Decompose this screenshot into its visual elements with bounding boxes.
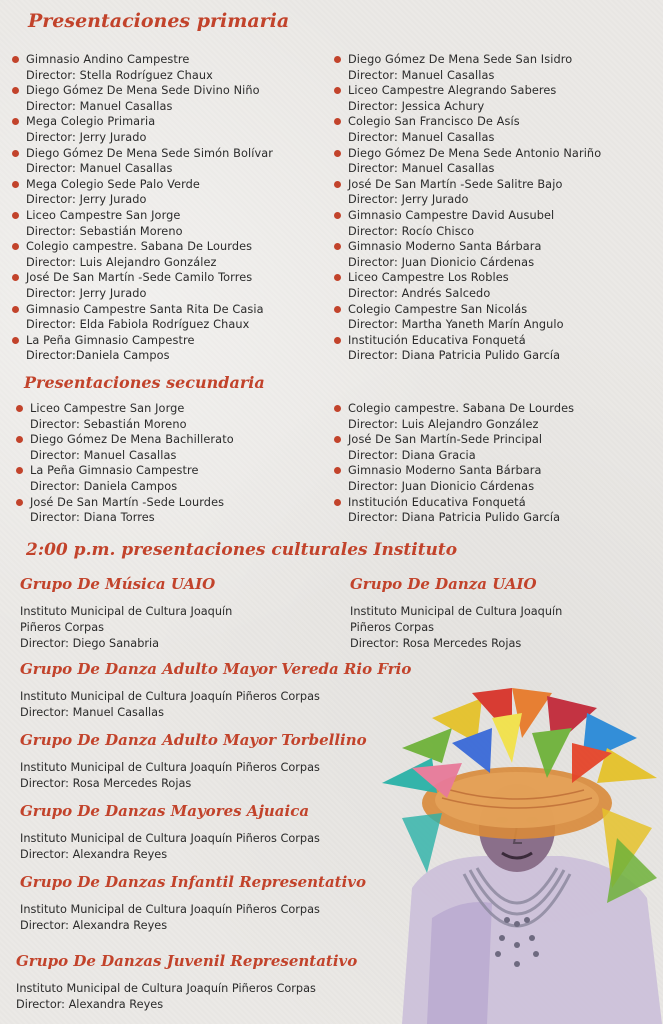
director-name: Director: Sebastián Moreno — [30, 417, 187, 431]
secundaria-right-list — [334, 401, 574, 526]
bullet-icon — [12, 87, 19, 94]
school-name: Liceo Campestre Alegrando Saberes — [348, 84, 557, 98]
bullet-icon — [12, 56, 19, 63]
bullet-icon — [12, 181, 19, 188]
director-name: Director: Diana Patricia Pulido García — [348, 349, 561, 363]
group-line: Director: Alexandra Reyes — [16, 998, 164, 1011]
bullet-icon — [334, 150, 341, 157]
list-item — [12, 302, 273, 333]
list-item — [12, 114, 273, 145]
secundaria-left-list — [16, 401, 234, 526]
school-name: Gimnasio Campestre David Ausubel — [348, 208, 555, 222]
director-name: Director: Diana Gracia — [348, 448, 476, 462]
school-name: Diego Gómez De Mena Sede San Isidro — [348, 53, 573, 66]
school-name: Colegio San Francisco De Asís — [348, 115, 520, 129]
bullet-icon — [334, 337, 341, 344]
bullet-icon — [334, 118, 341, 125]
school-name: Liceo Campestre San Jorge — [30, 402, 185, 415]
director-name: Director: Jerry Jurado — [348, 193, 469, 207]
list-item — [12, 177, 273, 208]
bullet-icon — [12, 306, 19, 313]
bullet-icon — [12, 118, 19, 125]
list-item — [16, 495, 234, 526]
list-item — [334, 302, 601, 333]
school-name: Diego Gómez De Mena Bachillerato — [30, 433, 234, 447]
director-name: Director: Daniela Campos — [30, 479, 178, 493]
bullet-icon — [12, 243, 19, 250]
director-name: Director: Luis Alejandro González — [26, 255, 217, 269]
group-line: Director: Diego Sanabria — [20, 637, 160, 650]
school-name: Gimnasio Moderno Santa Bárbara — [348, 240, 542, 254]
school-name: Diego Gómez De Mena Sede Divino Niño — [26, 84, 260, 98]
list-item — [334, 114, 601, 145]
bullet-icon — [334, 181, 341, 188]
director-name: Director: Jessica Achury — [348, 99, 485, 113]
director-name: Director: Jerry Jurado — [26, 130, 147, 144]
school-name: Institución Educativa Fonquetá — [348, 333, 526, 347]
bullet-icon — [12, 212, 19, 219]
director-name: Director: Andrés Salcedo — [348, 286, 491, 300]
list-item — [334, 208, 601, 239]
primaria-right-list — [334, 52, 601, 364]
group-line: Instituto Municipal de Cultura Joaquín — [350, 605, 563, 618]
primaria-heading: Presentaciones primaria — [28, 10, 290, 32]
school-name: Gimnasio Andino Campestre — [26, 53, 190, 66]
school-name: Mega Colegio Primaria — [26, 115, 156, 129]
school-name: Diego Gómez De Mena Sede Antonio Nariño — [348, 146, 602, 160]
instituto-heading: 2:00 p.m. presentaciones culturales Instituto — [26, 540, 458, 560]
primaria-left-list — [12, 52, 273, 364]
dancer-illustration — [372, 688, 663, 1024]
group-title: Grupo De Danzas Mayores Ajuaica — [20, 802, 310, 820]
director-name: Director:Daniela Campos — [26, 349, 170, 363]
list-item — [12, 83, 273, 114]
list-item — [12, 52, 273, 83]
group-line: Instituto Municipal de Cultura Joaquín Piñeros Corpas — [20, 690, 320, 703]
school-name: Gimnasio Campestre Santa Rita De Casia — [26, 302, 264, 316]
school-name: Mega Colegio Sede Palo Verde — [26, 177, 200, 191]
director-name: Director: Luis Alejandro González — [348, 417, 539, 431]
director-name: Director: Stella Rodríguez Chaux — [26, 68, 213, 82]
school-name: Institución Educativa Fonquetá — [348, 495, 526, 509]
director-name: Director: Martha Yaneth Marín Angulo — [348, 318, 564, 332]
list-item — [334, 270, 601, 301]
director-name: Director: Manuel Casallas — [348, 162, 495, 176]
list-item — [334, 432, 574, 463]
school-name: La Peña Gimnasio Campestre — [30, 464, 199, 478]
bullet-icon — [334, 87, 341, 94]
group-line: Piñeros Corpas — [20, 621, 105, 634]
school-name: José De San Martín-Sede Principal — [348, 433, 543, 447]
group-line: Director: Rosa Mercedes Rojas — [20, 777, 192, 790]
school-name: Liceo Campestre San Jorge — [26, 208, 181, 222]
bullet-icon — [334, 467, 341, 474]
group-line: Director: Rosa Mercedes Rojas — [350, 637, 522, 650]
director-name: Director: Juan Dionicio Cárdenas — [348, 479, 535, 493]
group-line: Instituto Municipal de Cultura Joaquín Piñeros Corpas — [20, 761, 320, 774]
group-line: Instituto Municipal de Cultura Joaquín Piñeros Corpas — [20, 903, 320, 916]
list-item — [334, 177, 601, 208]
bullet-icon — [16, 467, 23, 474]
group-line: Instituto Municipal de Cultura Joaquín — [20, 605, 233, 618]
list-item — [12, 146, 273, 177]
group-line: Director: Alexandra Reyes — [20, 919, 168, 932]
school-name: Colegio Campestre San Nicolás — [348, 302, 528, 316]
director-name: Director: Manuel Casallas — [30, 448, 177, 462]
school-name: José De San Martín -Sede Camilo Torres — [26, 271, 253, 285]
bullet-icon — [334, 56, 341, 63]
director-name: Director: Manuel Casallas — [26, 99, 173, 113]
director-name: Director: Elda Fabiola Rodríguez Chaux — [26, 318, 250, 332]
list-item — [12, 208, 273, 239]
bullet-icon — [16, 405, 23, 412]
list-item — [12, 333, 273, 364]
school-name: Liceo Campestre Los Robles — [348, 271, 509, 285]
group-line: Director: Alexandra Reyes — [20, 848, 168, 861]
group-title: Grupo De Música UAIO — [20, 575, 216, 593]
list-item — [334, 146, 601, 177]
bullet-icon — [334, 274, 341, 281]
group-title: Grupo De Danza Adulto Mayor Vereda Rio Frio — [20, 660, 412, 678]
bullet-icon — [334, 306, 341, 313]
director-name: Director: Juan Dionicio Cárdenas — [348, 255, 535, 269]
group-line: Piñeros Corpas — [350, 621, 435, 634]
group-title: Grupo De Danza Adulto Mayor Torbellino — [20, 731, 367, 749]
group-line: Instituto Municipal de Cultura Joaquín Piñeros Corpas — [20, 832, 320, 845]
bullet-icon — [16, 436, 23, 443]
school-name: Colegio campestre. Sabana De Lourdes — [26, 240, 253, 254]
list-item — [334, 333, 601, 364]
bullet-icon — [334, 436, 341, 443]
list-item — [12, 239, 273, 270]
list-item — [16, 401, 234, 432]
list-item — [334, 463, 574, 494]
bullet-icon — [334, 405, 341, 412]
director-name: Director: Manuel Casallas — [348, 130, 495, 144]
group-line: Director: Manuel Casallas — [20, 706, 164, 719]
list-item — [334, 495, 574, 526]
bullet-icon — [334, 499, 341, 506]
director-name: Director: Manuel Casallas — [26, 162, 173, 176]
school-name: José De San Martín -Sede Salitre Bajo — [348, 177, 563, 191]
director-name: Director: Diana Patricia Pulido García — [348, 511, 561, 525]
group-line: Instituto Municipal de Cultura Joaquín Piñeros Corpas — [16, 982, 316, 995]
school-name: Gimnasio Moderno Santa Bárbara — [348, 464, 542, 478]
group-title: Grupo De Danzas Juvenil Representativo — [16, 952, 358, 970]
school-name: La Peña Gimnasio Campestre — [26, 333, 195, 347]
list-item — [334, 83, 601, 114]
school-name: Diego Gómez De Mena Sede Simón Bolívar — [26, 146, 274, 160]
bullet-icon — [12, 274, 19, 281]
list-item — [334, 401, 574, 432]
secundaria-heading: Presentaciones secundaria — [24, 373, 265, 392]
director-name: Director: Jerry Jurado — [26, 193, 147, 207]
group-title: Grupo De Danza UAIO — [350, 575, 537, 593]
list-item — [12, 270, 273, 301]
director-name: Director: Sebastián Moreno — [26, 224, 183, 238]
bullet-icon — [16, 499, 23, 506]
list-item — [334, 52, 601, 83]
bullet-icon — [334, 243, 341, 250]
school-name: José De San Martín -Sede Lourdes — [30, 495, 225, 509]
director-name: Director: Diana Torres — [30, 511, 155, 525]
bullet-icon — [12, 337, 19, 344]
group-title: Grupo De Danzas Infantil Representativo — [20, 873, 367, 891]
director-name: Director: Manuel Casallas — [348, 68, 495, 82]
list-item — [16, 432, 234, 463]
school-name: Colegio campestre. Sabana De Lourdes — [348, 402, 575, 415]
director-name: Director: Jerry Jurado — [26, 286, 147, 300]
list-item — [334, 239, 601, 270]
list-item — [16, 463, 234, 494]
bullet-icon — [334, 212, 341, 219]
bullet-icon — [12, 150, 19, 157]
director-name: Director: Rocío Chisco — [348, 224, 475, 238]
